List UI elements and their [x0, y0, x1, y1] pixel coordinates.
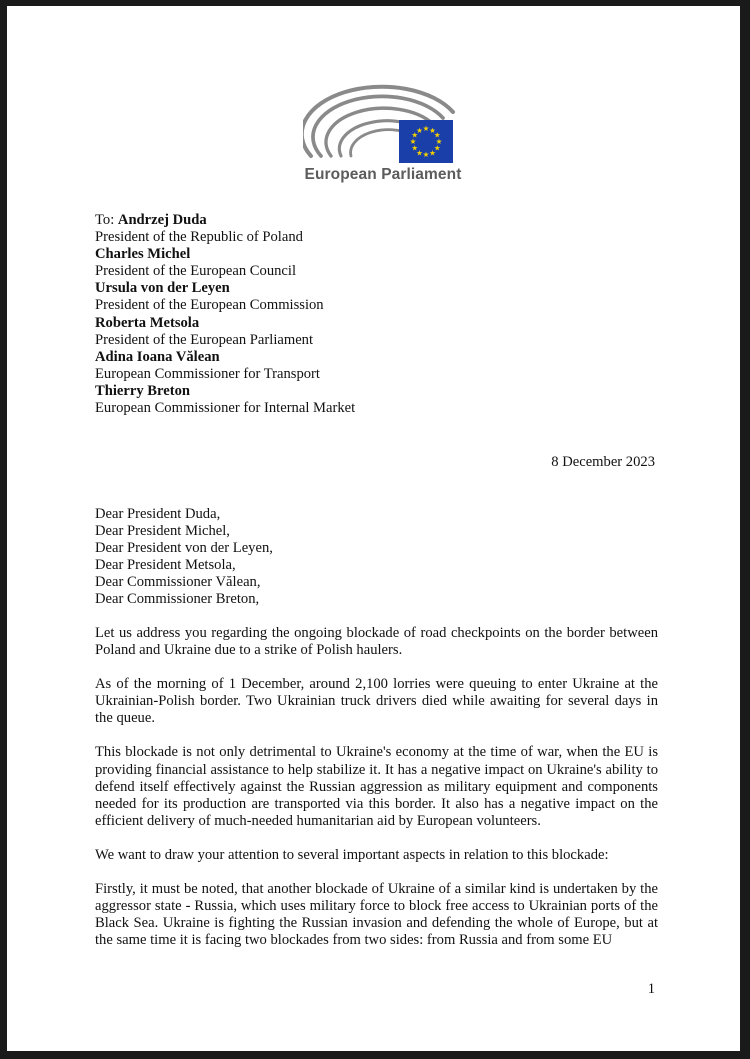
recipients-block: [95, 212, 655, 417]
recipient-title: European Commissioner for Transport: [95, 365, 320, 382]
flag-star-icon: ★: [416, 125, 423, 135]
recipient-title: President of the European Commission: [95, 297, 324, 314]
salutation-line: Dear Commissioner Breton,: [95, 591, 260, 608]
flag-star-icon: ★: [429, 148, 436, 158]
hemicycle-flag-emblem: [303, 80, 465, 166]
recipient-title: President of the European Council: [95, 263, 297, 280]
recipient-name: Thierry Breton: [95, 382, 190, 399]
flag-star-icon: ★: [435, 137, 443, 147]
body-paragraph: Let us address you regarding the ongoing blockade of road checkpoints on the border between Poland and Ukraine due to a strike of Polish haulers.: [95, 625, 658, 659]
recipient-title: President of the European Parliament: [95, 331, 314, 348]
letter-body: [95, 625, 658, 966]
flag-star-icon: ★: [433, 143, 441, 153]
recipient-1: [95, 212, 655, 246]
recipient-name: Ursula von der Leyen: [95, 280, 230, 297]
body-paragraph: Firstly, it must be noted, that another blockade of Ukraine of a similar kind is undertaken by the aggressor state - Russia, which uses military force to block free access to Ukrainian ports of the Black Sea. Ukraine is fighting the Russian invasion and defending the whole of Europe, but at the same time it is facing two blockades from two sides: from Russia and from some EU: [95, 881, 658, 949]
flag-star-icon: ★: [409, 137, 417, 147]
salutation-line: Dear President Michel,: [95, 523, 230, 540]
letter-date: 8 December 2023: [551, 454, 655, 470]
salutations-block: [95, 506, 655, 609]
flag-star-icon: ★: [416, 148, 423, 158]
salutation-line: Dear President von der Leyen,: [95, 540, 273, 557]
recipient-title: President of the Republic of Poland: [95, 229, 303, 246]
recipient-name: Andrzej Duda: [117, 212, 207, 228]
salutation-line: Dear Commissioner Vălean,: [95, 574, 261, 591]
recipient-4: [95, 315, 655, 349]
salutation-line: Dear President Duda,: [95, 506, 221, 522]
flag-star-icon: ★: [429, 125, 436, 135]
page-number: 1: [647, 981, 655, 997]
body-paragraph: We want to draw your attention to several important aspects in relation to this blockade:: [95, 846, 609, 863]
body-paragraph: As of the morning of 1 December, around 2,100 lorries were queuing to enter Ukraine at the Ukrainian-Polish border. Two Ukrainian truck drivers died while awaiting for several days in the queue.: [95, 676, 658, 727]
recipient-name: Adina Ioana Vălean: [95, 348, 220, 365]
flag-star-icon: ★: [411, 130, 419, 140]
flag-star-icon: ★: [422, 150, 430, 160]
recipient-3: [95, 280, 655, 314]
recipient-5: [95, 349, 655, 383]
salutation-line: Dear President Metsola,: [95, 557, 236, 574]
flag-star-icon: ★: [422, 124, 430, 134]
body-paragraph: This blockade is not only detrimental to Ukraine's economy at the time of war, when the EU is providing financial assistance to help stabilize it. It has a negative impact on Ukraine's ability to defend itself effectively against the Russian aggression as military equipment and components needed for its production are transported via this border. It also has a negative impact on the efficient delivery of much-needed humanitarian aid by European volunteers.: [95, 744, 658, 829]
letter-page: [7, 6, 740, 1051]
recipient-title: European Commissioner for Internal Market: [95, 400, 356, 417]
flag-star-icon: ★: [411, 143, 419, 153]
to-prefix: To:: [95, 212, 118, 228]
european-parliament-logo: [303, 80, 465, 190]
recipient-6: [95, 383, 655, 417]
logo-text: European Parliament: [304, 166, 462, 183]
recipient-name: Roberta Metsola: [95, 314, 200, 331]
recipient-name: Charles Michel: [95, 246, 191, 263]
flag-star-icon: ★: [433, 130, 441, 140]
recipient-2: [95, 246, 655, 280]
